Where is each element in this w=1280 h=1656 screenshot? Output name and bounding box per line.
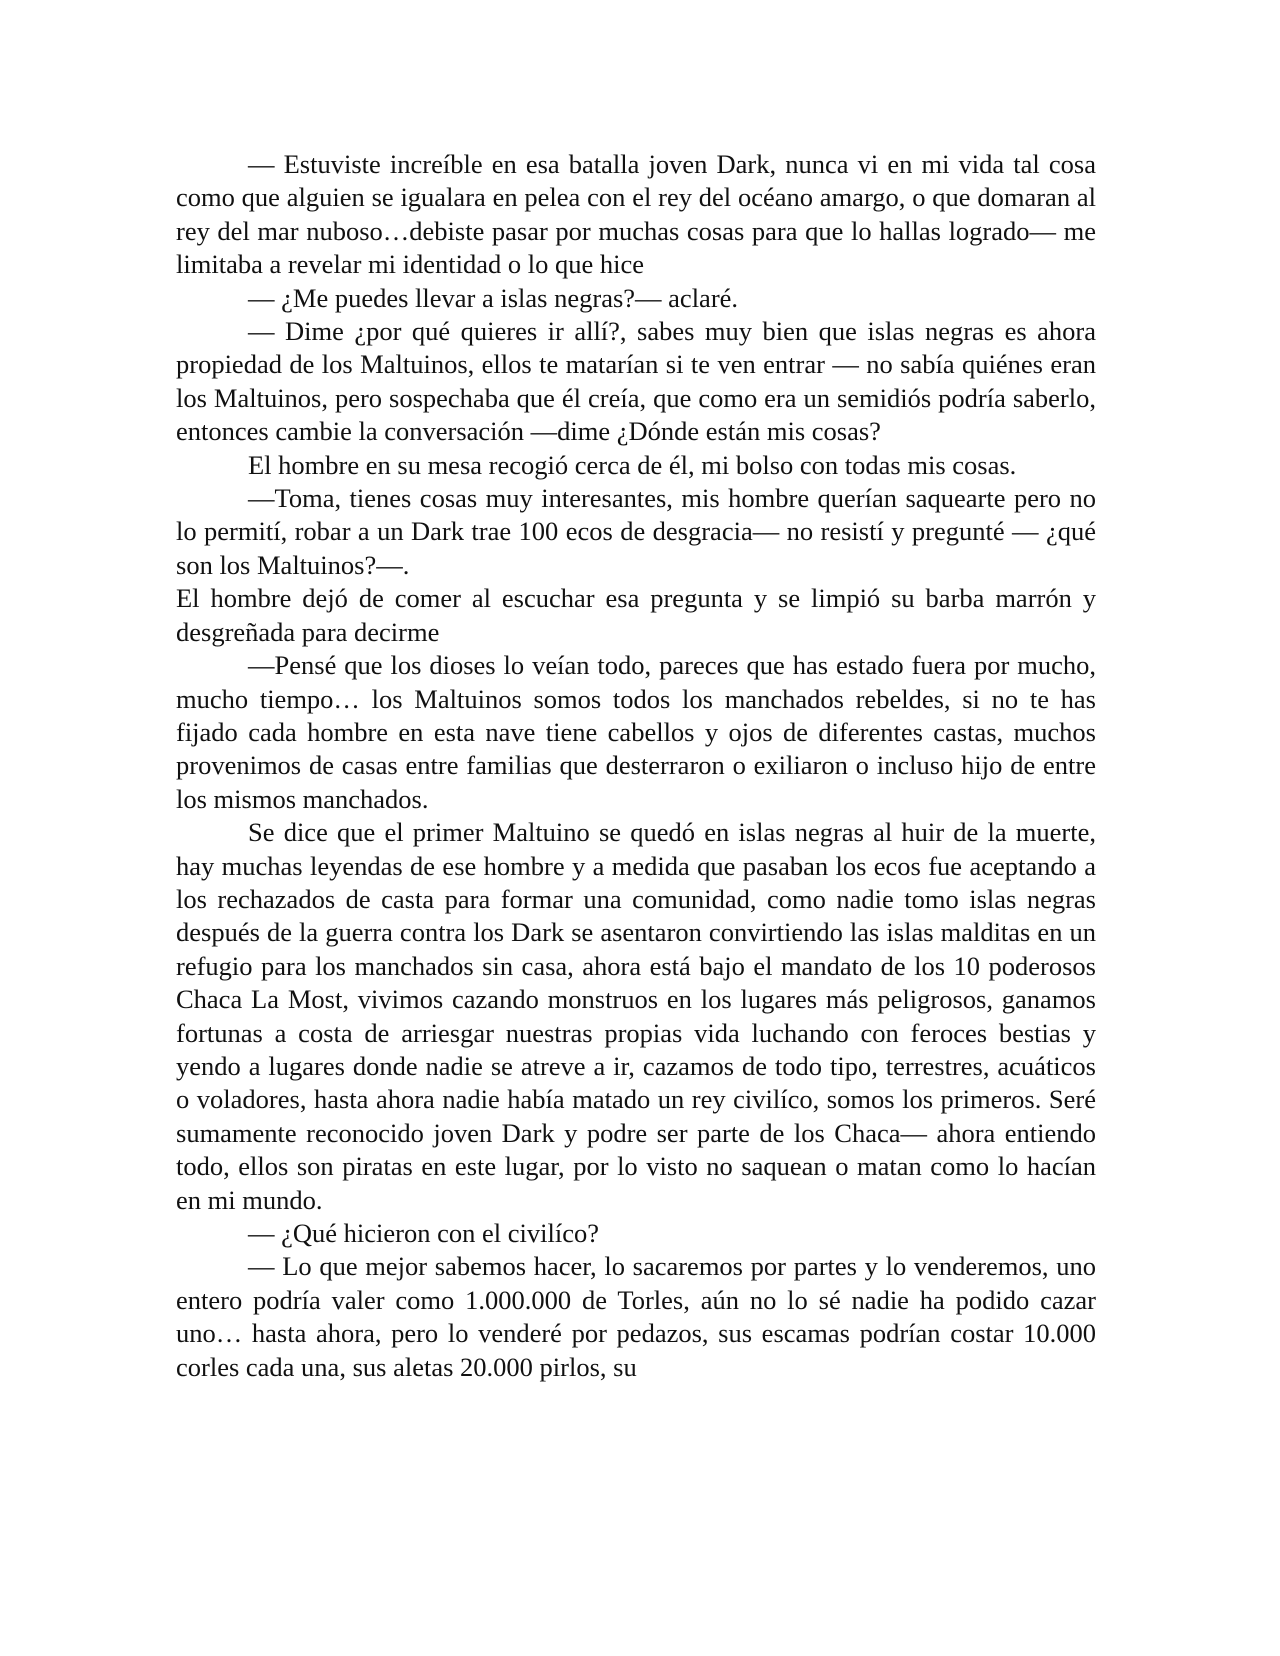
paragraph-5: —Toma, tienes cosas muy interesantes, mis hombre querían saquearte pero no lo permití, robar a un Dark trae 100 ecos de desgracia— no resistí y pregunté — ¿qué son los Maltuinos?—.	[176, 483, 1096, 580]
paragraph-9: — ¿Qué hicieron con el civilíco?	[248, 1218, 599, 1248]
paragraph-8: Se dice que el primer Maltuino se quedó en islas negras al huir de la muerte, hay muchas leyendas de ese hombre y a medida que pasaban los ecos fue aceptando a los rechazados de casta para formar una comunidad, como nadie tomo islas negras después de la guerra contra los Dark se asentaron convirtiendo las islas malditas en un refugio para los manchados sin casa, ahora está bajo el mandato de los 10 poderosos Chaca La Most, vivimos cazando monstruos en los lugares más peligrosos, ganamos fortunas a costa de arriesgar nuestras propias vida luchando con feroces bestias y yendo a lugares donde nadie se atreve a ir, cazamos de todo tipo, terrestres, acuáticos o voladores, hasta ahora nadie había matado un rey civilíco, somos los primeros. Seré sumamente reconocido joven Dark y podre ser parte de los Chaca— ahora entiendo todo, ellos son piratas en este lugar, por lo visto no saquean o matan como lo hacían en mi mundo.	[176, 817, 1096, 1215]
book-page	[176, 148, 1096, 1384]
paragraph-6: El hombre dejó de comer al escuchar esa pregunta y se limpió su barba marrón y desgreñada para decirme	[176, 583, 1096, 647]
paragraph-10: — Lo que mejor sabemos hacer, lo sacaremos por partes y lo venderemos, uno entero podría valer como 1.000.000 de Torles, aún no lo sé nadie ha podido cazar uno… hasta ahora, pero lo venderé por pedazos, sus escamas podrían costar 10.000 corles cada una, sus aletas 20.000 pirlos, su	[176, 1251, 1096, 1382]
paragraph-2: — ¿Me puedes llevar a islas negras?— aclaré.	[248, 282, 739, 313]
paragraph-7: —Pensé que los dioses lo veían todo, pareces que has estado fuera por mucho, mucho tiempo… los Maltuinos somos todos los manchados rebeldes, si no te has fijado cada hombre en esta nave tiene cabellos y ojos de diferentes castas, muchos provenimos de casas entre familias que desterraron o exiliaron o incluso hijo de entre los mismos manchados.	[176, 650, 1096, 814]
paragraph-4: El hombre en su mesa recogió cerca de él, mi bolso con todas mis cosas.	[248, 449, 1017, 480]
paragraph-1: — Estuviste increíble en esa batalla joven Dark, nunca vi en mi vida tal cosa como que alguien se igualara en pelea con el rey del océano amargo, o que domaran al rey del mar nuboso…debiste pasar por muchas cosas para que lo hallas logrado— me limitaba a revelar mi identidad o lo que hice	[176, 149, 1096, 280]
paragraph-3: — Dime ¿por qué quieres ir allí?, sabes muy bien que islas negras es ahora propiedad de los Maltuinos, ellos te matarían si te ven entrar — no sabía quiénes eran los Maltuinos, pero sospechaba que él creía, que como era un semidiós podría saberlo, entonces cambie la conversación —dime ¿Dónde están mis cosas?	[176, 316, 1096, 447]
